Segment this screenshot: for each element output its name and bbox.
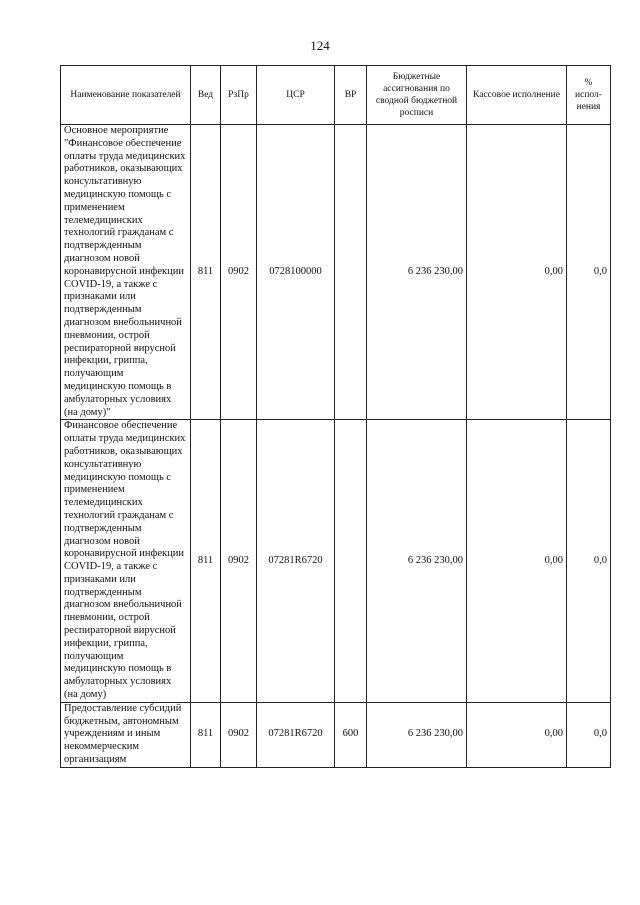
header-assignments: Бюджетные ассигнования по сводной бюджетной росписи <box>367 66 467 125</box>
row-ved: 811 <box>191 420 221 703</box>
row-vr <box>335 420 367 703</box>
row-percent: 0,0 <box>567 702 611 767</box>
row-name: Финансовое обеспечение оплаты труда медицинских работников, оказывающих консультативную медицинскую помощь с применением телемедицинских технологий гражданам с подтвержденным диагнозом новой коронавирусной инфекции COVID-19, а также с признаками или подтвержденным диагнозом внебольничной пневмонии, острой респираторной вирусной инфекции, гриппа, получающим медицинскую помощь в амбулаторных условиях (на дому) <box>61 420 191 703</box>
row-execution: 0,00 <box>467 420 567 703</box>
row-name: Основное мероприятие "Финансовое обеспечение оплаты труда медицинских работников, оказывающих консультативную медицинскую помощь с применением телемедицинских технологий гражданам с подтвержденным диагнозом новой коронавирусной инфекции COVID-19, а также с признаками или подтвержденным диагнозом внебольничной пневмонии, острой респираторной вирусной инфекции, гриппа, получающим медицинскую помощь в амбулаторных условиях (на дому)" <box>61 125 191 420</box>
row-rzpr: 0902 <box>221 702 257 767</box>
row-assignments: 6 236 230,00 <box>367 702 467 767</box>
row-rzpr: 0902 <box>221 125 257 420</box>
row-assignments: 6 236 230,00 <box>367 125 467 420</box>
header-vr: ВР <box>335 66 367 125</box>
row-csr: 07281R6720 <box>257 702 335 767</box>
row-percent: 0,0 <box>567 420 611 703</box>
table-header-row <box>61 66 611 125</box>
row-execution: 0,00 <box>467 125 567 420</box>
header-ved: Вед <box>191 66 221 125</box>
header-execution: Кассовое исполнение <box>467 66 567 125</box>
row-name: Предоставление субсидий бюджетным, автономным учреждениям и иным некоммерческим организациям <box>61 702 191 767</box>
row-vr <box>335 125 367 420</box>
table-row <box>61 420 611 703</box>
row-ved: 811 <box>191 702 221 767</box>
row-csr: 07281R6720 <box>257 420 335 703</box>
page-number: 124 <box>310 38 330 53</box>
row-percent: 0,0 <box>567 125 611 420</box>
row-vr: 600 <box>335 702 367 767</box>
row-assignments: 6 236 230,00 <box>367 420 467 703</box>
row-execution: 0,00 <box>467 702 567 767</box>
table-row <box>61 125 611 420</box>
row-csr: 0728100000 <box>257 125 335 420</box>
budget-table <box>60 65 611 768</box>
header-name: Наименование показателей <box>61 66 191 125</box>
row-ved: 811 <box>191 125 221 420</box>
header-rzpr: РзПр <box>221 66 257 125</box>
table-row <box>61 702 611 767</box>
header-csr: ЦСР <box>257 66 335 125</box>
header-percent: % испол-нения <box>567 66 611 125</box>
row-rzpr: 0902 <box>221 420 257 703</box>
